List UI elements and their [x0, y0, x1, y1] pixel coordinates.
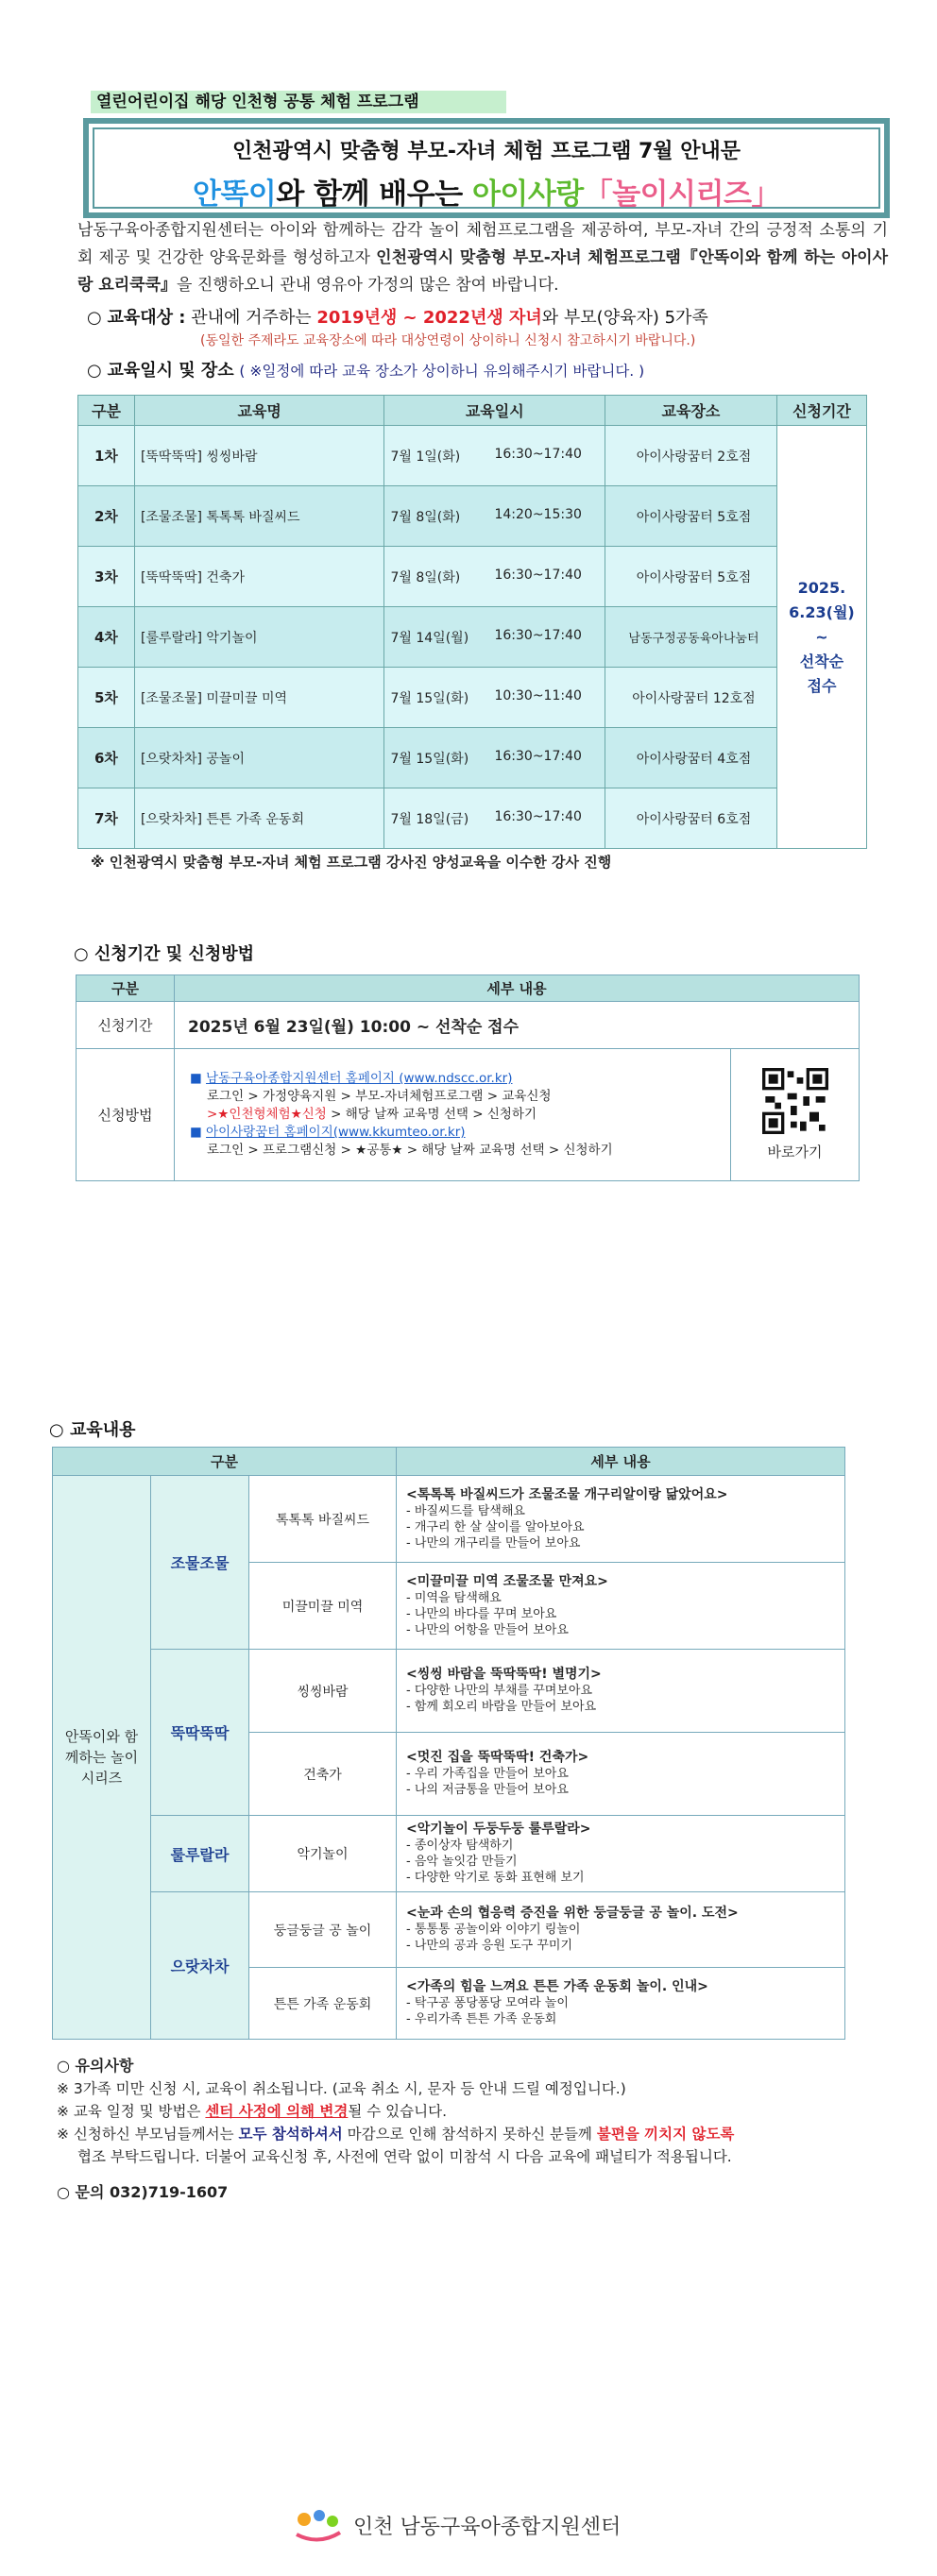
item-desc — [397, 1892, 845, 1968]
item-label: 악기놀이 — [249, 1816, 397, 1892]
row-place: 아이사랑꿈터 12호점 — [605, 668, 777, 728]
note-3-a: ※ 신청하신 부모님들께서는 — [57, 2126, 239, 2143]
col-header: 세부 내용 — [397, 1448, 845, 1476]
item-line: - 나만의 공과 응원 도구 꾸미기 — [406, 1939, 573, 1953]
period-line: ~ — [815, 627, 828, 646]
row-place: 아이사랑꿈터 6호점 — [605, 788, 777, 849]
row-date: 7월 14일(월) — [390, 630, 469, 646]
bullet-square-icon: ■ — [190, 1071, 207, 1086]
group-label: 뚝딱뚝딱 — [151, 1650, 249, 1816]
item-line: - 나만의 바다를 꾸며 보아요 — [406, 1606, 557, 1621]
apply-period — [776, 426, 866, 849]
intro-program-name: 인천광역시 맞춤형 부모-자녀 체험프로그램『안똑이와 함께 하는 아이사랑 요리쿡쿡』 — [77, 248, 888, 295]
item-title: <가족의 힘을 느껴요 튼튼 가족 운동회 놀이. 인내> — [406, 1979, 708, 1994]
note-3 — [57, 2123, 869, 2145]
group-label: 으랏차차 — [151, 1892, 249, 2040]
note-2-a: ※ 교육 일정 및 방법은 — [57, 2103, 206, 2120]
row-datetime — [384, 788, 605, 849]
bullet-icon: ○ — [87, 361, 108, 381]
center-logo-icon — [293, 2506, 344, 2544]
bullet-icon: ○ — [87, 308, 108, 328]
note-3-d: 불편을 끼치지 않도록 — [596, 2126, 735, 2143]
schedule-heading-label: 교육일시 및 장소 — [107, 361, 234, 381]
contact-text: 문의 032)719-1607 — [75, 2183, 229, 2201]
intro-paragraph — [77, 217, 888, 299]
row-name: [뚝딱뚝딱] 건축가 — [134, 547, 384, 607]
series-label: 안똑이와 함께하는 놀이시리즈 — [53, 1476, 151, 2040]
row-num: 5차 — [78, 668, 135, 728]
item-label: 미끌미끌 미역 — [249, 1563, 397, 1650]
apply-heading — [74, 941, 254, 965]
row-datetime — [384, 547, 605, 607]
row-place: 아이사랑꿈터 5호점 — [605, 486, 777, 547]
item-title: <악기놀이 두둥두둥 룰루랄라> — [406, 1822, 591, 1837]
note-2 — [57, 2100, 869, 2123]
qr-code-icon[interactable] — [762, 1068, 828, 1134]
item-line: - 다양한 악기로 동화 표현해 보기 — [406, 1871, 585, 1885]
intro-text-1: 남동구육아종합지원센터는 아이와 함께하는 감각 놀이 체험프로그램을 제공하여, 부모-자녀 간의 긍정적 소통의 기회 제공 및 건강한 양육문화를 형성하고자 — [77, 221, 888, 267]
row-name: [조물조물] 미끌미끌 미역 — [134, 668, 384, 728]
row-place: 남동구정공동육아나눔터 — [605, 607, 777, 668]
notes-heading-label: 유의사항 — [75, 2057, 134, 2075]
footer-org-name: 인천 남동구육아종합지원센터 — [353, 2515, 622, 2539]
apply-period-text: 2025년 6월 23일(월) 10:00 ~ 선착순 접수 — [175, 1002, 860, 1049]
row-datetime — [384, 426, 605, 486]
content-heading-label: 교육내용 — [69, 1420, 136, 1440]
row-date: 7월 15일(화) — [390, 751, 469, 767]
item-desc — [397, 1650, 845, 1733]
table-row — [78, 486, 867, 547]
title-connector: 와 함께 배우는 — [276, 178, 472, 212]
item-desc — [397, 1476, 845, 1563]
table-row — [78, 426, 867, 486]
m1-path-c: > 해당 날짜 교육명 선택 > 신청하기 — [326, 1107, 537, 1122]
target-years: 2019년생 ~ 2022년생 자녀 — [316, 308, 542, 328]
period-line: 선착순 — [799, 652, 844, 670]
qr-label: 바로가기 — [767, 1144, 823, 1161]
note-3-c: 마감으로 인해 참석하지 못하신 분들께 — [342, 2126, 597, 2143]
schedule-heading — [87, 357, 644, 381]
col-header: 구분 — [77, 975, 175, 1002]
item-line: - 개구리 한 살 살이를 알아보아요 — [406, 1519, 585, 1534]
apply-table — [76, 974, 860, 1181]
period-line: 접수 — [807, 676, 837, 695]
target-line — [87, 304, 708, 329]
row-num: 6차 — [78, 728, 135, 788]
item-line: - 우리 가족집을 만들어 보아요 — [406, 1767, 569, 1781]
table-row — [78, 547, 867, 607]
notes-heading — [57, 2055, 869, 2077]
col-header: 구분 — [53, 1448, 397, 1476]
apply-method-detail — [175, 1049, 731, 1181]
row-num: 1차 — [78, 426, 135, 486]
row-name: [룰루랄라] 악기놀이 — [134, 607, 384, 668]
m1-path-b: >★인천형체험★신청 — [207, 1107, 327, 1122]
row-num: 3차 — [78, 547, 135, 607]
m2-path: 로그인 > 프로그램신청 > ★공통★ > 해당 날짜 교육명 선택 > 신청하기 — [207, 1143, 613, 1158]
col-header: 교육장소 — [605, 396, 777, 426]
bullet-square-icon: ■ — [190, 1125, 207, 1140]
item-label: 건축가 — [249, 1733, 397, 1816]
table-row — [78, 607, 867, 668]
item-title: <멋진 집을 뚝딱뚝딱! 건축가> — [406, 1750, 589, 1765]
row-num: 7차 — [78, 788, 135, 849]
bullet-icon: ○ — [49, 1420, 70, 1440]
target-text-a: 관내에 거주하는 — [191, 308, 317, 328]
row-datetime — [384, 728, 605, 788]
row-time: 16:30~17:40 — [494, 748, 582, 764]
item-desc — [397, 1968, 845, 2040]
group-label: 조물조물 — [151, 1476, 249, 1650]
row-time: 16:30~17:40 — [494, 808, 582, 824]
item-line: - 나의 저금통을 만들어 보아요 — [406, 1783, 569, 1797]
m1-path-a: 로그인 > 가정양육지원 > 부모-자녀체험프로그램 > 교육신청 — [207, 1089, 552, 1104]
item-desc — [397, 1563, 845, 1650]
row-date: 7월 8일(화) — [390, 509, 461, 525]
schedule-heading-note: ( ※일정에 따라 교육 장소가 상이하니 유의해주시기 바랍니다. ) — [239, 363, 645, 380]
item-title: <미끌미끌 미역 조물조물 만져요> — [406, 1573, 608, 1589]
row-name: [으랏차차] 튼튼 가족 운동회 — [134, 788, 384, 849]
item-desc — [397, 1733, 845, 1816]
group-label: 룰루랄라 — [151, 1816, 249, 1892]
row-num: 2차 — [78, 486, 135, 547]
row-datetime — [384, 668, 605, 728]
row-time: 16:30~17:40 — [494, 627, 582, 643]
period-line: 6.23(월) — [789, 602, 855, 621]
qr-cell[interactable] — [731, 1049, 860, 1181]
apply-method-label: 신청방법 — [77, 1049, 175, 1181]
title-brand: 아이사랑 — [471, 178, 584, 212]
col-header: 세부 내용 — [175, 975, 860, 1002]
row-datetime — [384, 486, 605, 547]
title-line-2 — [89, 170, 884, 212]
intro-text-2: 을 진행하오니 관내 영유아 가정의 많은 참여 바랍니다. — [177, 276, 559, 295]
item-line: - 미역을 탐색해요 — [406, 1590, 502, 1605]
item-label: 톡톡톡 바질씨드 — [249, 1476, 397, 1563]
row-name: [으랏차차] 공놀이 — [134, 728, 384, 788]
item-line: - 나만의 어항을 만들어 보아요 — [406, 1622, 569, 1637]
note-1: ※ 3가족 미만 신청 시, 교육이 취소됩니다. (교육 취소 시, 문자 등 안내 드릴 예정입니다.) — [57, 2080, 626, 2097]
target-label: 교육대상 : — [107, 308, 186, 328]
table-row — [78, 668, 867, 728]
target-note: (동일한 주제라도 교육장소에 따라 대상연령이 상이하니 신청시 참고하시기 바랍니다.) — [200, 333, 696, 348]
bullet-icon: ○ — [57, 2057, 76, 2075]
row-time: 14:20~15:30 — [494, 506, 582, 522]
row-time: 16:30~17:40 — [494, 567, 582, 583]
row-name: [조물조물] 톡톡톡 바질씨드 — [134, 486, 384, 547]
note-2-c: 될 수 있습니다. — [348, 2103, 447, 2120]
instructor-note: ※ 인천광역시 맞춤형 부모-자녀 체험 프로그램 강사진 양성교육을 이수한 강사 진행 — [91, 854, 612, 871]
item-line: - 우리가족 튼튼 가족 운동회 — [406, 2012, 557, 2026]
row-place: 아이사랑꿈터 2호점 — [605, 426, 777, 486]
period-line: 2025. — [797, 578, 846, 597]
notes-section — [57, 2055, 869, 2204]
content-table — [52, 1447, 845, 2040]
item-line: - 함께 회오리 바람을 만들어 보아요 — [406, 1700, 597, 1714]
row-datetime — [384, 607, 605, 668]
title-box — [83, 118, 890, 218]
row-time: 10:30~11:40 — [494, 687, 582, 703]
content-heading — [49, 1416, 136, 1441]
item-line: - 음악 놀잇감 만들기 — [406, 1855, 518, 1869]
item-desc — [397, 1816, 845, 1892]
item-label: 씽씽바람 — [249, 1650, 397, 1733]
title-line-1: 인천광역시 맞춤형 부모-자녀 체험 프로그램 7월 안내문 — [232, 140, 741, 163]
footer — [293, 2506, 621, 2544]
target-text-b: 와 부모(양육자) 5가족 — [541, 308, 708, 328]
col-header: 교육명 — [134, 396, 384, 426]
apply-heading-label: 신청기간 및 신청방법 — [94, 944, 255, 964]
contact-line — [57, 2181, 869, 2204]
item-label: 둥글둥글 공 놀이 — [249, 1892, 397, 1968]
row-date: 7월 8일(화) — [390, 569, 461, 585]
row-place: 아이사랑꿈터 4호점 — [605, 728, 777, 788]
col-header: 신청기간 — [776, 396, 866, 426]
row-date: 7월 1일(화) — [390, 449, 461, 465]
kkumteo-link[interactable]: 아이사랑꿈터 홈페이지(www.kkumteo.or.kr) — [206, 1125, 466, 1140]
item-label: 튼튼 가족 운동회 — [249, 1968, 397, 2040]
item-title: <씽씽 바람을 뚝딱뚝딱! 별명기> — [406, 1667, 602, 1682]
note-2-b: 센터 사정에 의해 변경 — [205, 2103, 349, 2120]
item-line: - 탁구공 퐁당퐁당 모여라 놀이 — [406, 1996, 569, 2010]
row-time: 16:30~17:40 — [494, 446, 582, 462]
ndscc-link[interactable]: 남동구육아종합지원센터 홈페이지 (www.ndscc.or.kr) — [206, 1071, 513, 1086]
note-3-b: 모두 참석하셔서 — [238, 2126, 343, 2143]
item-line: - 다양한 나만의 부채를 꾸며보아요 — [406, 1684, 593, 1698]
note-3-cont: 협조 부탁드립니다. 더불어 교육신청 후, 사전에 연락 없이 미참석 시 다음 교육에 패널티가 적용됩니다. — [77, 2148, 732, 2165]
item-line: - 종이상자 탐색하기 — [406, 1839, 514, 1853]
table-row — [78, 728, 867, 788]
bullet-icon: ○ — [74, 944, 94, 964]
row-date: 7월 15일(화) — [390, 690, 469, 706]
apply-period-label: 신청기간 — [77, 1002, 175, 1049]
program-badge: 열린어린이집 해당 인천형 공통 체험 프로그램 — [91, 91, 506, 113]
title-series: 「놀이시리즈」 — [583, 178, 780, 212]
item-title: <눈과 손의 협응력 증진을 위한 둥글둥글 공 놀이. 도전> — [406, 1906, 739, 1921]
item-line: - 통통통 공놀이와 이야기 링놀이 — [406, 1923, 581, 1937]
item-title: <톡톡톡 바질씨드가 조물조물 개구리알이랑 닮았어요> — [406, 1486, 728, 1502]
row-date: 7월 18일(금) — [390, 811, 469, 827]
row-name: [뚝딱뚝딱] 씽씽바람 — [134, 426, 384, 486]
item-line: - 바질씨드를 탐색해요 — [406, 1503, 525, 1518]
schedule-table — [77, 395, 867, 849]
row-place: 아이사랑꿈터 5호점 — [605, 547, 777, 607]
col-header: 교육일시 — [384, 396, 605, 426]
bullet-icon: ○ — [57, 2183, 76, 2201]
item-line: - 나만의 개구리를 만들어 보아요 — [406, 1535, 581, 1551]
table-row — [78, 788, 867, 849]
title-mascot: 안똑이 — [193, 178, 277, 212]
col-header: 구분 — [78, 396, 135, 426]
row-num: 4차 — [78, 607, 135, 668]
